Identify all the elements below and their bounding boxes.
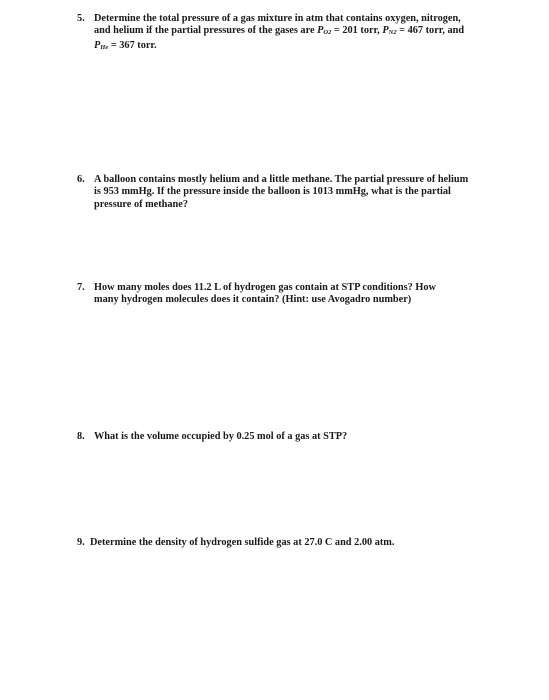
question-text [94, 174, 468, 211]
question-text [94, 431, 347, 443]
question-text [94, 282, 436, 307]
pressure-value-helium: = 367 torr. [108, 39, 157, 51]
question-number: 5. [77, 13, 85, 24]
question-text [90, 537, 394, 549]
question-line: many hydrogen molecules does it contain? (Hint: use Avogadro number) [94, 294, 412, 306]
pressure-value-oxygen: = 201 torr, [331, 25, 383, 37]
pressure-subscript-oxygen: O2 [323, 29, 332, 37]
question-text [94, 13, 464, 54]
question-number: 7. [77, 282, 85, 293]
question-line: Determine the density of hydrogen sulfide gas at 27.0 C and 2.00 atm. [90, 537, 395, 548]
pressure-subscript-nitrogen: N2 [388, 29, 397, 37]
pressure-symbol-oxygen: P [317, 25, 324, 37]
question-line: is 953 mmHg. If the pressure inside the balloon is 1013 mmHg, what is the partial [94, 186, 451, 198]
pressure-symbol-helium: P [94, 39, 101, 51]
question-number: 9. [77, 537, 85, 548]
question-text-fragment: and helium if the partial pressures of the gases are [94, 25, 318, 37]
pressure-value-nitrogen: = 467 torr, and [396, 25, 465, 37]
question-line: Determine the total pressure of a gas mixture in atm that contains oxygen, nitrogen, [94, 13, 461, 24]
question-line: How many moles does 11.2 L of hydrogen gas contain at STP conditions? How [94, 282, 436, 293]
pressure-symbol-nitrogen: P [382, 25, 389, 37]
question-number: 8. [77, 431, 85, 442]
question-number: 6. [77, 174, 85, 185]
question-line: pressure of methane? [94, 198, 188, 210]
pressure-subscript-helium: He [100, 43, 109, 51]
question-line: A balloon contains mostly helium and a little methane. The partial pressure of helium [94, 174, 469, 185]
question-line [94, 40, 464, 54]
question-line: What is the volume occupied by 0.25 mol of a gas at STP? [94, 431, 348, 442]
question-line [94, 25, 464, 39]
